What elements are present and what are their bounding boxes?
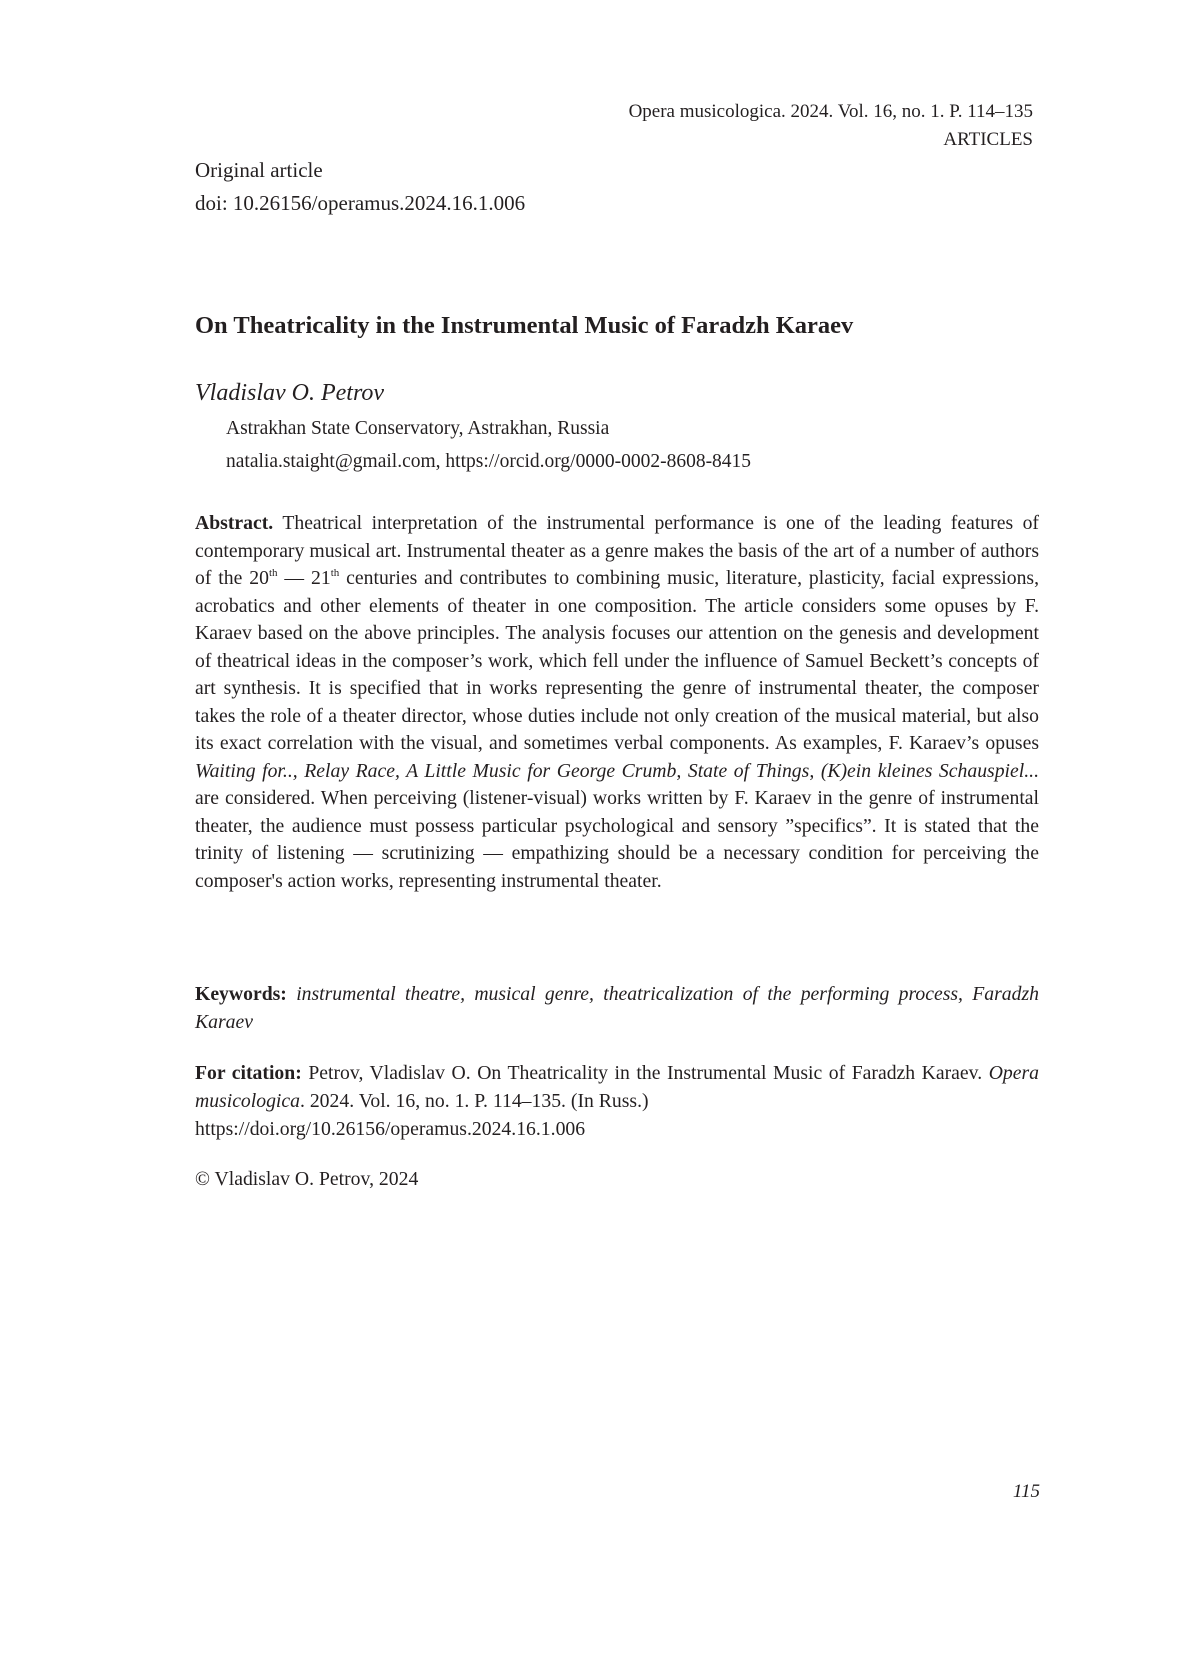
citation-label: For citation: — [195, 1062, 302, 1084]
citation-doi-link[interactable]: https://doi.org/10.26156/operamus.2024.16.1.006 — [195, 1118, 586, 1140]
doi-line: doi: 10.26156/operamus.2024.16.1.006 — [195, 191, 526, 215]
article-type: Original article — [195, 158, 323, 182]
section-label: ARTICLES — [943, 129, 1033, 150]
abstract-text: are considered. When perceiving (listener-visual) works written by F. Karaev in the genre of instrumental theater, the audience must possess particular psychological and sensory ”specifics”. It is stated that the trinity of listening — scrutinizing — empathizing should be a necessary condition for perceiving the composer's action works, representing instrumental theater. — [195, 787, 1039, 892]
page-number: 115 — [1012, 1481, 1040, 1502]
keywords-text: instrumental theatre, musical genre, theatricalization of the performing process, Faradzh Karaev — [195, 983, 1039, 1033]
century-suffix: th — [330, 567, 340, 579]
keywords-label: Keywords: — [195, 983, 287, 1005]
journal-citation-line: Opera musicologica. 2024. Vol. 16, no. 1. P. 114–135 — [628, 101, 1033, 122]
author-name: Vladislav O. Petrov — [195, 380, 385, 406]
abstract-works-list: Waiting for.., Relay Race, A Little Music for George Crumb, State of Things, (K)ein kleines Schauspiel... — [195, 759, 1039, 782]
century-suffix: th — [268, 567, 278, 579]
abstract — [195, 510, 1039, 895]
abstract-text: Theatrical interpretation of the instrumental performance is one of the leading features of contemporary musical art. Instrumental theater as a genre makes the basis of the art of a number of authors of the 20 — [195, 512, 1039, 589]
copyright: © Vladislav O. Petrov, 2024 — [195, 1168, 419, 1190]
citation-journal: Opera musicologica — [195, 1062, 1039, 1112]
author-details — [226, 412, 751, 478]
running-head — [629, 98, 1033, 154]
keywords — [195, 980, 1039, 1036]
article-title: On Theatricality in the Instrumental Music of Faradzh Karaev — [195, 312, 854, 339]
article-meta — [195, 154, 525, 220]
author-contacts: natalia.staight@gmail.com, https://orcid.org/0000-0002-8608-8415 — [226, 451, 752, 472]
author-affiliation: Astrakhan State Conservatory, Astrakhan, Russia — [226, 418, 610, 439]
citation-text: . 2024. Vol. 16, no. 1. P. 114–135. (In Russ.) — [299, 1090, 649, 1112]
citation — [195, 1059, 1039, 1143]
citation-text: Petrov, Vladislav O. On Theatricality in the Instrumental Music of Faradzh Karaev. — [301, 1062, 989, 1084]
abstract-text: — 21 — [277, 567, 331, 589]
abstract-text: centuries and contributes to combining music, literature, plasticity, facial expressions, acrobatics and other elements of theater in one composition. The article considers some opuses by F. Karaev based on the above principles. The analysis focuses our attention on the genesis and development of theatrical ideas in the composer’s work, which fell under the influence of Samuel Beckett’s concepts of art synthesis. It is specified that in works representing the genre of instrumental theater, the composer takes the role of a theater director, whose duties include not only creation of the musical material, but also its exact correlation with the visual, and sometimes verbal components. As examples, F. Karaev’s opuses — [195, 567, 1040, 754]
abstract-label: Abstract. — [195, 512, 274, 534]
